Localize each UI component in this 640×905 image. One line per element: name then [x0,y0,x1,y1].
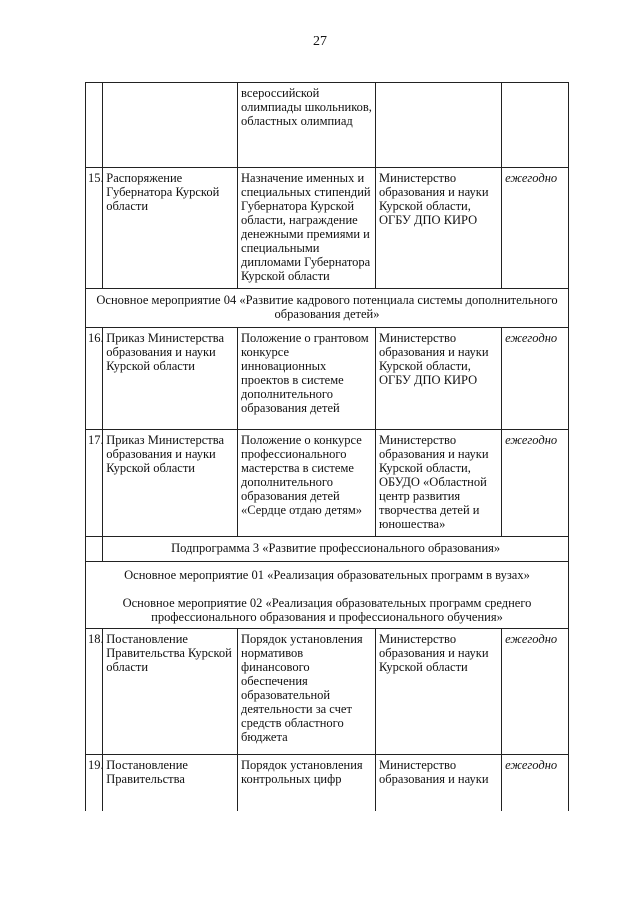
act-name-cell: всероссийской олимпиады школьников, областных олимпиад [238,83,376,168]
table-row [86,430,569,537]
subprogram-3-heading: Подпрограмма 3 «Развитие профессионального образования» [103,537,569,562]
document-type-cell [103,83,238,168]
row-number-cell [86,83,103,168]
responsible-cell [376,83,502,168]
row-number-cell: 17. [86,430,103,537]
row-number-cell: 19. [86,755,103,812]
document-type-cell: Распоряжение Губернатора Курской области [103,168,238,289]
table-row [86,83,569,168]
term-cell [502,83,569,168]
table-row [86,328,569,430]
document-type-cell: Постановление Правительства Курской области [103,629,238,755]
table-row [86,168,569,289]
section-row [86,289,569,328]
spacer [90,582,564,596]
table-row [86,629,569,755]
row-number-cell: 18. [86,629,103,755]
main-event-02-heading: Основное мероприятие 02 «Реализация образовательных программ среднего профессионального образования и профессионального обучения» [122,596,532,624]
legal-acts-table [85,82,569,811]
term-cell: ежегодно [502,755,569,812]
responsible-cell: Министерство образования и науки Курской области, ОБУДО «Областной центр развития творчества детей и юношества» [376,430,502,537]
document-type-cell: Приказ Министерства образования и науки Курской области [103,328,238,430]
document-type-cell: Постановление Правительства [103,755,238,812]
row-number-cell [86,537,103,562]
section-row [86,562,569,629]
main-event-01-heading: Основное мероприятие 01 «Реализация образовательных программ в вузах» [124,568,530,582]
act-name-cell: Порядок установления нормативов финансового обеспечения образовательной деятельности за счет средств областного бюджета [238,629,376,755]
row-number-cell: 15. [86,168,103,289]
act-name-cell: Порядок установления контрольных цифр [238,755,376,812]
table-row [86,755,569,812]
term-cell: ежегодно [502,430,569,537]
act-name-cell: Назначение именных и специальных стипендий Губернатора Курской области, награждение денежными премиями и специальными дипломами Губернатора Курской области [238,168,376,289]
main-event-04-heading: Основное мероприятие 04 «Развитие кадрового потенциала системы дополнительного образования детей» [86,289,569,328]
row-number-cell: 16. [86,328,103,430]
act-name-cell: Положение о конкурсе профессионального мастерства в системе дополнительного образования детей «Сердце отдаю детям» [238,430,376,537]
responsible-cell: Министерство образования и науки [376,755,502,812]
page-number: 27 [313,34,327,49]
responsible-cell: Министерство образования и науки Курской области [376,629,502,755]
term-cell: ежегодно [502,328,569,430]
term-cell: ежегодно [502,168,569,289]
act-name-cell: Положение о грантовом конкурсе инновационных проектов в системе дополнительного образования детей [238,328,376,430]
term-cell: ежегодно [502,629,569,755]
responsible-cell: Министерство образования и науки Курской области, ОГБУ ДПО КИРО [376,328,502,430]
section-row [86,537,569,562]
responsible-cell: Министерство образования и науки Курской области, ОГБУ ДПО КИРО [376,168,502,289]
main-events-01-02-heading [86,562,569,629]
document-type-cell: Приказ Министерства образования и науки Курской области [103,430,238,537]
